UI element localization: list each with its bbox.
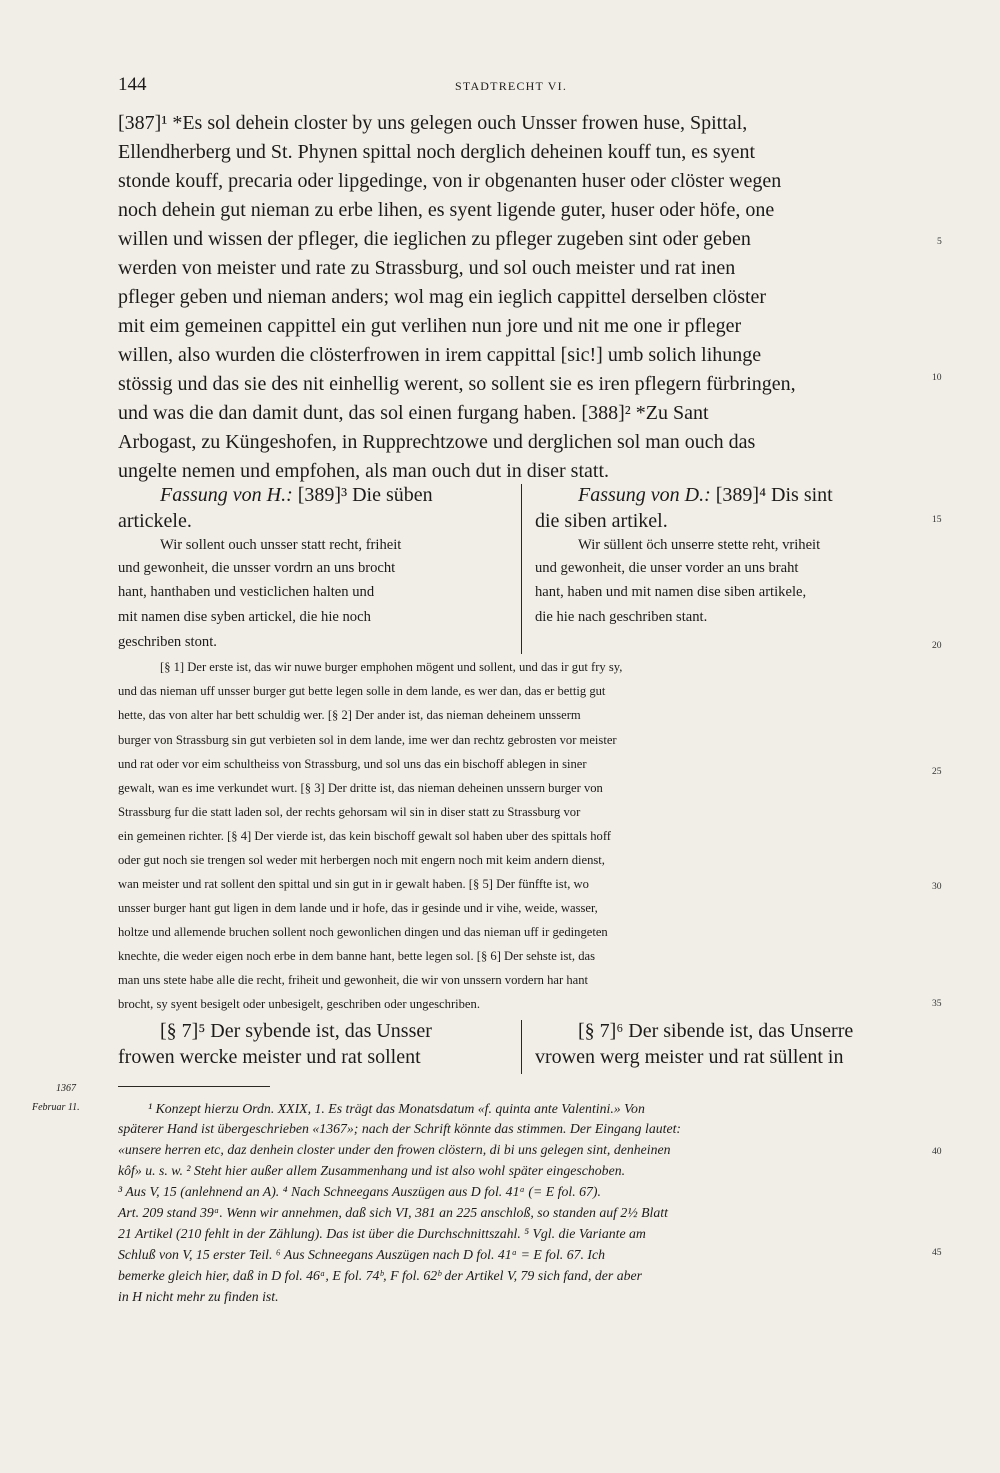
version-d-section-7: [§ 7]⁶ Der sibende ist, das Unserre: [578, 1020, 854, 1042]
version-d-line: Wir süllent öch unserre stette reht, vriheit: [578, 537, 821, 553]
line-number: 25: [932, 766, 942, 777]
text-line: mit eim gemeinen cappittel ein gut verlihen nun jore und nit me one ir pfleger: [118, 315, 742, 337]
text-line: werden von meister und rate zu Strassburg, und sol ouch meister und rat inen: [118, 257, 736, 279]
version-d-section-7: vrowen werg meister und rat süllent in: [535, 1046, 844, 1068]
version-d-line: und gewonheit, die unser vorder an uns braht: [535, 560, 799, 576]
text-line: stonde kouff, precaria oder lipgedinge, von ir obgenanten huser oder clöster wegen: [118, 170, 782, 192]
footnote-line: ¹ Konzept hierzu Ordn. XXIX, 1. Es trägt das Monatsdatum «f. quinta ante Valentini.» Von: [148, 1101, 645, 1116]
version-h-line: hant, hanthaben und vesticlichen halten und: [118, 584, 375, 600]
section-line: knechte, die weder eigen noch erbe in dem banne hant, bette legen sol. [§ 6] Der sehste ist, das: [118, 949, 595, 963]
text-line: [387]¹ *Es sol dehein closter by uns gelegen ouch Unsser frowen huse, Spittal,: [118, 112, 748, 134]
version-h-line: mit namen dise syben artickel, die hie noch: [118, 609, 371, 625]
version-h-line: geschriben stont.: [118, 634, 217, 650]
section-line: und das nieman uff unsser burger gut bette legen solle in dem lande, es wer dan, das er bettig gut: [118, 684, 606, 698]
line-number: 5: [937, 236, 942, 247]
text-line: pfleger geben und nieman anders; wol mag ein ieglich cappittel derselben clöster: [118, 286, 767, 308]
version-h-section-7: frowen wercke meister und rat sollent: [118, 1046, 421, 1068]
section-line: holtze und allemende bruchen sollent noch gewonlichen dingen und das nieman uff ir gedingeten: [118, 925, 608, 939]
section-line: gewalt, wan es ime verkundet wurt. [§ 3] Der dritte ist, das nieman deheinen unssern burger von: [118, 781, 603, 795]
text-line: Arbogast, zu Küngeshofen, in Rupprechtzowe und derglichen sol man ouch das: [118, 431, 756, 453]
version-d-line: die hie nach geschriben stant.: [535, 609, 708, 625]
section-line: wan meister und rat sollent den spittal und sin gut in ir gewalt haben. [§ 5] Der fünffte ist, wo: [118, 877, 589, 891]
footnote-line: in H nicht mehr zu finden ist.: [118, 1289, 279, 1304]
line-number: 30: [932, 881, 942, 892]
line-number: 10: [932, 372, 942, 383]
section-line: man uns stete habe alle die recht, friheit und gewonheit, die wir von unssern vordern har hant: [118, 973, 589, 987]
version-h-heading-line2: artickele.: [118, 510, 192, 532]
version-h-label: Fassung von H.:: [160, 484, 293, 506]
text-line: ungelte nemen und empfohen, als man ouch dut in diser statt.: [118, 460, 609, 482]
footnote-line: Art. 209 stand 39ᵃ. Wenn wir annehmen, daß sich VI, 381 an 225 anschloß, so standen auf 2½ Blatt: [118, 1205, 668, 1220]
section-line: hette, das von alter har bett schuldig wer. [§ 2] Der ander ist, das nieman deheinem unsserm: [118, 708, 581, 722]
section-line: [§ 1] Der erste ist, das wir nuwe burger emphohen mögent und sollent, und das ir gut fry sy,: [160, 660, 623, 674]
text-line: und was die dan damit dunt, das sol einen furgang haben. [388]² *Zu Sant: [118, 402, 709, 424]
section-line: burger von Strassburg sin gut verbieten sol in dem lande, ime wer dan rechtz gebrosten vor meister: [118, 733, 617, 747]
version-d-heading-rest: [389]⁴ Dis sint: [710, 484, 833, 506]
section-line: unsser burger hant gut ligen in dem lande und ir hofe, das ir gesinde und ir vihe, weide, wasser,: [118, 901, 598, 915]
line-number: 35: [932, 998, 942, 1009]
version-d-label: Fassung von D.:: [578, 484, 711, 506]
footnote-line: späterer Hand ist übergeschrieben «1367»; nach der Schrift könnte das stimmen. Der Eingang lautet:: [118, 1121, 682, 1136]
version-h-line: und gewonheit, die unsser vordrn an uns brocht: [118, 560, 396, 576]
text-line: Ellendherberg und St. Phynen spittal noch derglich deheinen kouff tun, es syent: [118, 141, 756, 163]
column-divider: [521, 1020, 522, 1074]
version-d-heading-line2: die siben artikel.: [535, 510, 668, 532]
footnote-line: kôf» u. s. w. ² Steht hier außer allem Zusammenhang und ist also wohl später eingeschoben.: [118, 1163, 626, 1178]
footnote-line: ³ Aus V, 15 (anlehnend an A). ⁴ Nach Schneegans Auszügen aus D fol. 41ᵃ (= E fol. 67).: [118, 1184, 601, 1199]
line-number: 40: [932, 1146, 942, 1157]
version-h-heading: [160, 484, 433, 507]
footnote-rule: [118, 1086, 270, 1087]
line-number: 15: [932, 514, 942, 525]
margin-date: Februar 11.: [32, 1102, 80, 1113]
version-h-section-7: [§ 7]⁵ Der sybende ist, das Unsser: [160, 1020, 432, 1042]
section-line: Strassburg fur die statt laden sol, der rechts gehorsam wil sin in diser statt zu Strassburg vor: [118, 805, 581, 819]
line-number: 20: [932, 640, 942, 651]
footnote-line: Schluß von V, 15 erster Teil. ⁶ Aus Schneegans Auszügen nach D fol. 41ᵃ = E fol. 67. Ich: [118, 1247, 605, 1262]
footnote-line: bemerke gleich hier, daß in D fol. 46ᵃ, E fol. 74ᵇ, F fol. 62ᵇ der Artikel V, 79 sich fand, der aber: [118, 1268, 642, 1283]
section-line: oder gut noch sie trengen sol weder mit herbergen noch mit engern noch mit keim andern dienst,: [118, 853, 605, 867]
version-h-heading-rest: [389]³ Die süben: [292, 484, 433, 506]
running-title: STADTRECHT VI.: [455, 79, 568, 93]
text-line: willen und wissen der pfleger, die ieglichen zu pfleger zugeben sint oder geben: [118, 228, 751, 250]
footnote-line: «unsere herren etc, daz denhein closter under den frowen clöstern, di bi uns gelegen sint, denheinen: [118, 1142, 671, 1157]
column-divider: [521, 484, 522, 654]
line-number: 45: [932, 1247, 942, 1258]
section-line: ein gemeinen richter. [§ 4] Der vierde ist, das kein bischoff gewalt sol haben uber des spittals hoff: [118, 829, 612, 843]
version-h-line: Wir sollent ouch unsser statt recht, friheit: [160, 537, 402, 553]
text-line: stössig und das sie des nit einhellig werent, so sollent sie es iren pflegern fürbringen,: [118, 373, 796, 395]
version-d-line: hant, haben und mit namen dise siben artikele,: [535, 584, 807, 600]
margin-year: 1367: [56, 1083, 76, 1094]
section-line: und rat oder vor eim schultheiss von Strassburg, und sol uns das ein bischoff ablegen in siner: [118, 757, 587, 771]
version-d-heading: [578, 484, 833, 507]
section-line: brocht, sy syent besigelt oder unbesigelt, geschriben oder ungeschriben.: [118, 997, 480, 1011]
page-number: 144: [118, 74, 147, 95]
text-line: willen, also wurden die clösterfrowen in irem cappittal [sic!] umb solich lihunge: [118, 344, 762, 366]
text-line: noch dehein gut nieman zu erbe lihen, es syent ligende guter, huser oder höfe, one: [118, 199, 775, 221]
footnote-line: 21 Artikel (210 fehlt in der Zählung). Das ist über die Durchschnittszahl. ⁵ Vgl. die Variante am: [118, 1226, 646, 1241]
